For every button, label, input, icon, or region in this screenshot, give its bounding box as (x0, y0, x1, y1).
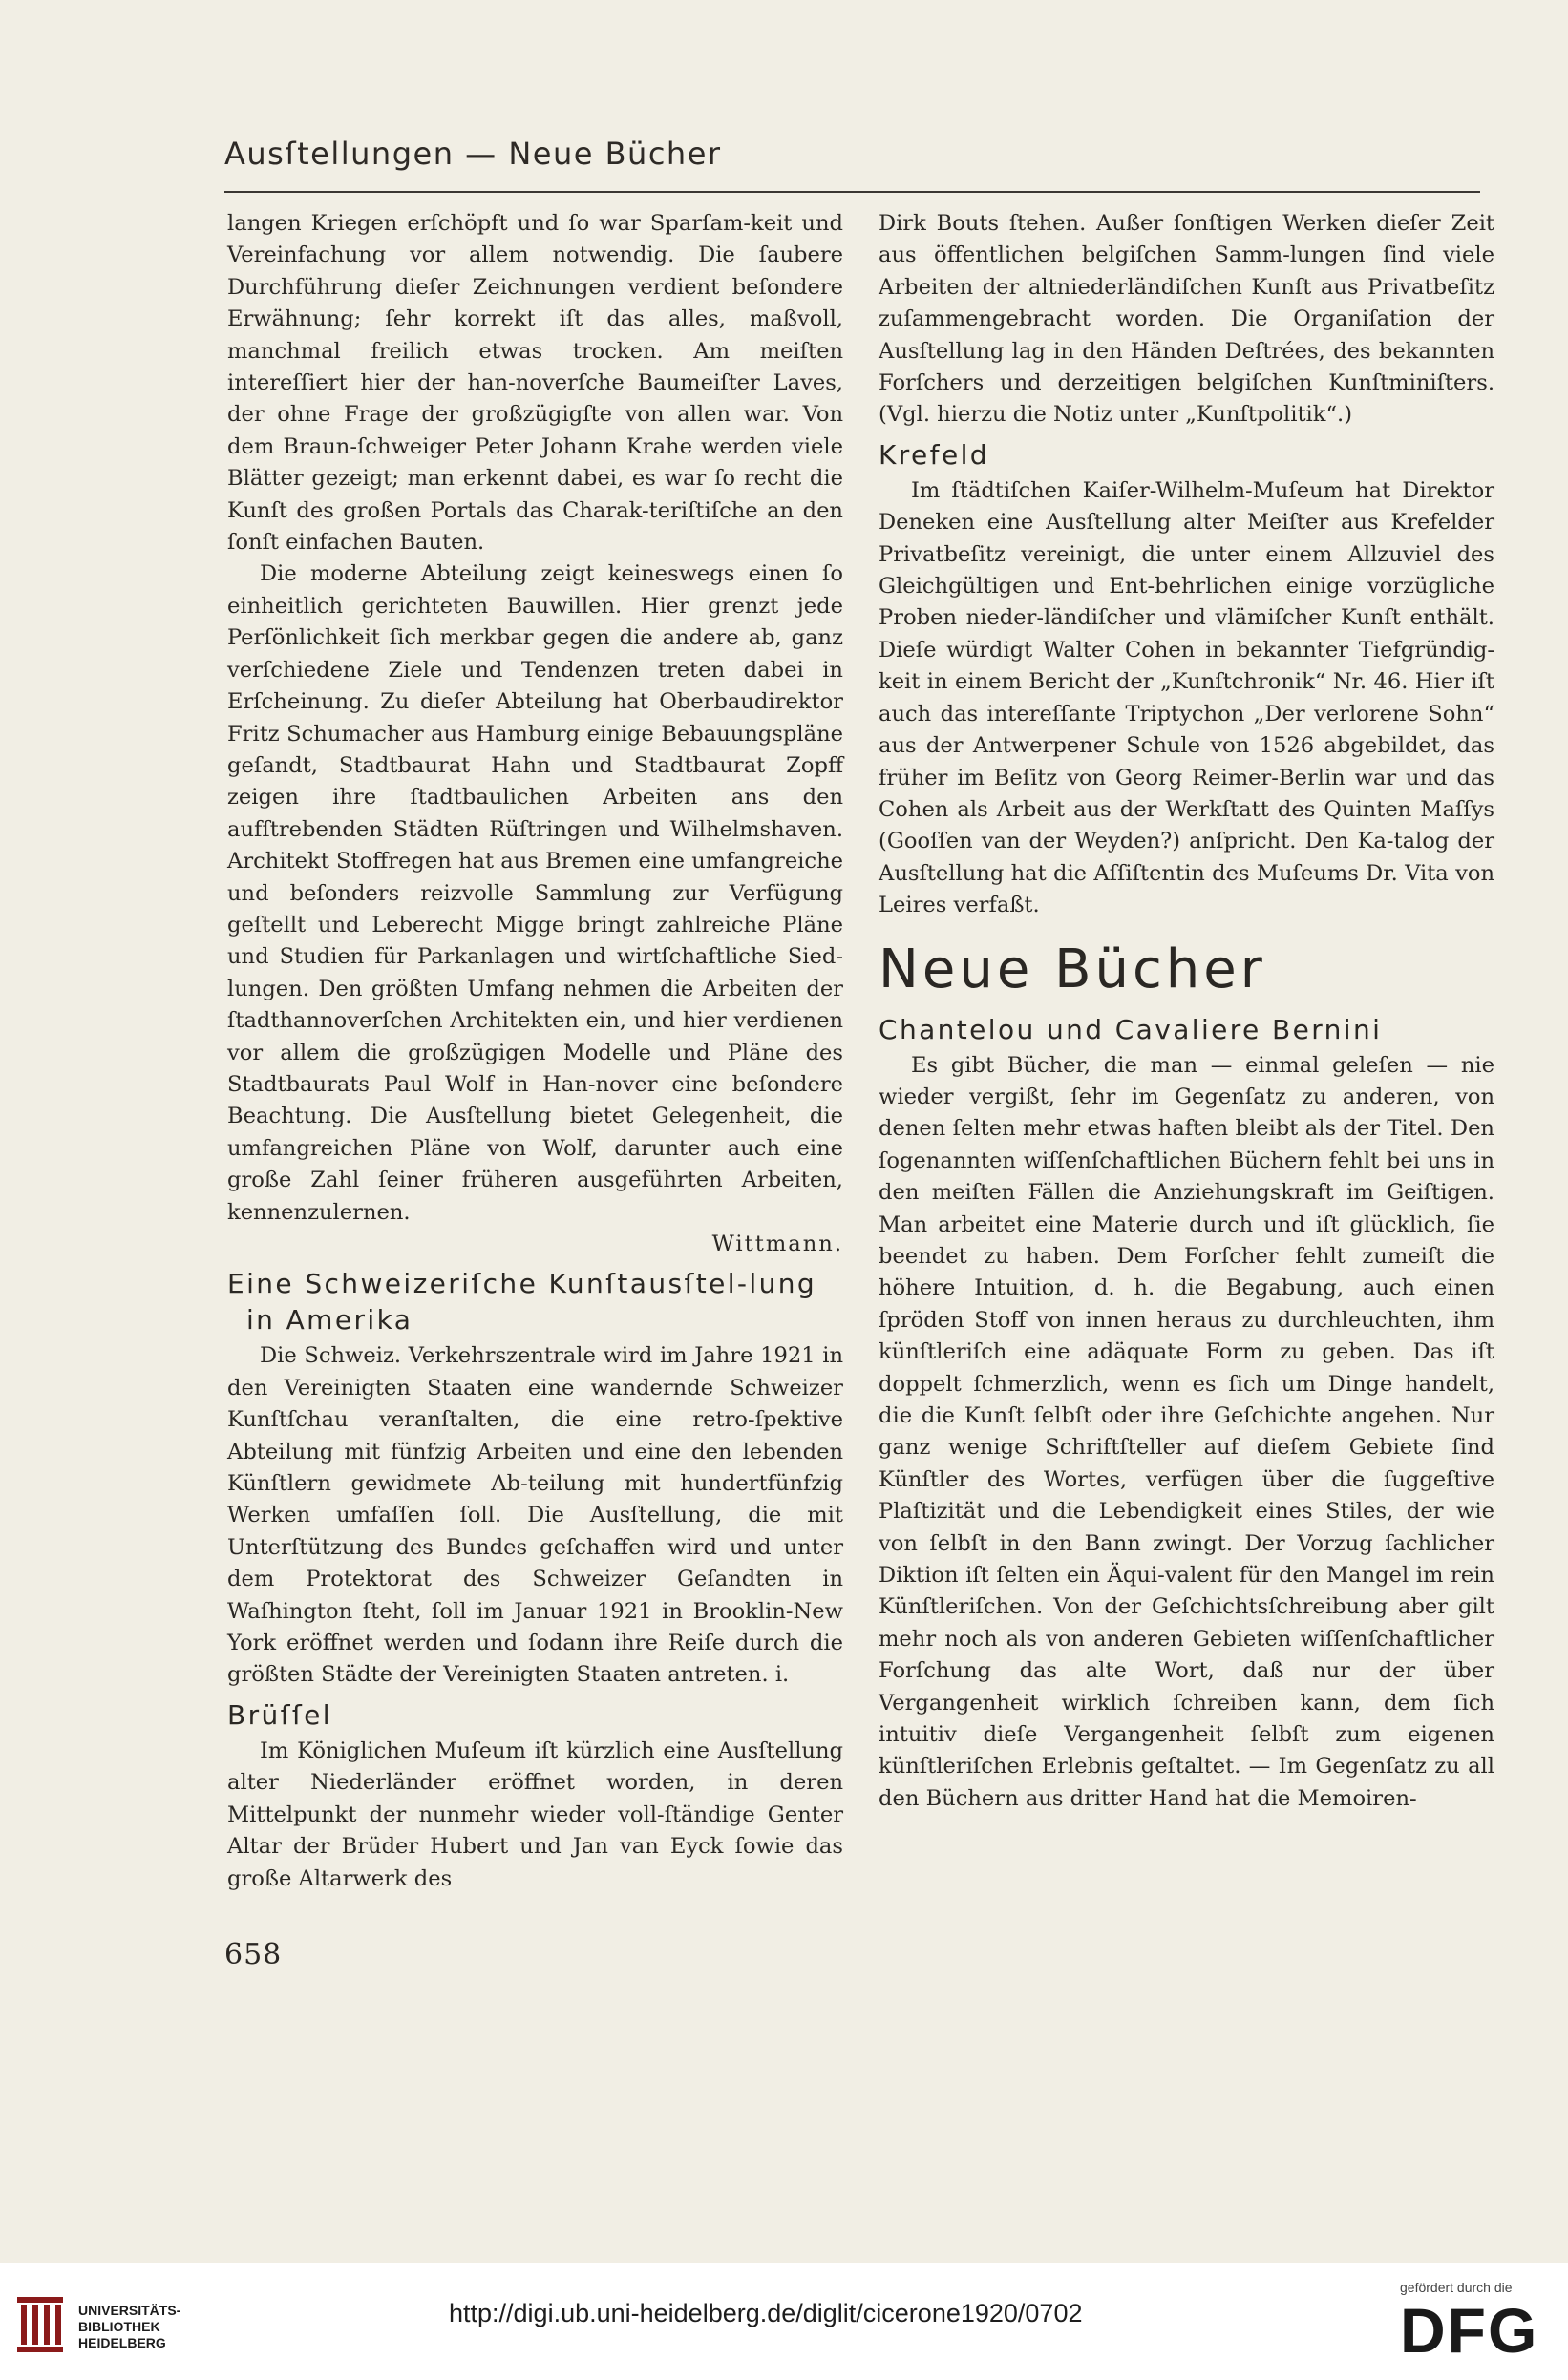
section-heading-schweiz: Eine Schweizeriſche Kunſtausſtel-lung in Amerika (227, 1268, 817, 1337)
header-rule (224, 191, 1480, 193)
dfg-logo: DFG (1400, 2295, 1539, 2366)
paragraph: langen Kriegen erſchöpft und ſo war Sparſam-keit und Vereinfachung vor allem notwendig. Die ſaubere Durchführung dieſer Zeichnungen verdient beſondere Erwähnung; ſehr korrekt iſt das alles, maßvoll, manchmal freilich etwas trocken. Am meiſten intereſſiert hier der han-noverſche Baumeiſter Laves, der ohne Frage der großzügigſte von allen war. Von dem Braun-ſchweiger Peter Johann Krahe werden viele Blätter gezeigt; man erkennt dabei, es war ſo recht die Kunſt des großen Portals das Charak-teriſtiſche an den ſonſt einfachen Bauten. (227, 211, 843, 556)
paragraph: Die moderne Abteilung zeigt keineswegs einen ſo einheitlich gerichteten Bauwillen. Hier grenzt jede Perſönlichkeit ſich merkbar gegen die andere ab, ganz verſchiedene Ziele und Tendenzen treten dabei in Erſcheinung. Zu dieſer Abteilung hat Oberbaudirektor Fritz Schumacher aus Hamburg einige Bebauungspläne geſandt, Stadtbaurat Hahn und Stadtbaurat Zopff zeigen ihre ſtadtbaulichen Arbeiten ans den aufſtrebenden Städten Rüſtringen und Wilhelmshaven. Architekt Stoffregen hat aus Bremen eine umfangreiche und beſonders reizvolle Sammlung zur Verfügung geſtellt und Leberecht Migge bringt zahlreiche Pläne und Studien für Parkanlagen und wirtſchaftliche Sied-lungen. Den größten Umfang nehmen die Arbeiten der ſtadthannoverſchen Architekten ein, und hier verdienen vor allem die großzügigen Modelle und Pläne des Stadtbaurats Paul Wolf in Han-nover eine beſondere Beachtung. Die Ausſtellung bietet Gelegenheit, die umfangreichen Pläne von Wolf, darunter auch eine große Zahl ſeiner früheren ausgeführten Arbeiten, kennenzulernen. (227, 561, 843, 1225)
page-number: 658 (224, 1938, 283, 1971)
paragraph: Im Königlichen Muſeum iſt kürzlich eine Ausſtellung alter Niederländer eröffnet worden, in deren Mittelpunkt der nunmehr wieder voll-ſtändige Genter Altar der Brüder Hubert und Jan van Eyck ſowie das große Altarwerk des (227, 1738, 843, 1891)
section-heading-krefeld: Krefeld (879, 438, 989, 471)
paragraph: Es gibt Bücher, die man — einmal geleſen — nie wieder vergißt, ſehr im Gegenſatz zu anderen, von denen ſelten mehr etwas haften bleibt als der Titel. Den ſogenannten wiſſenſchaftlichen Büchern fehlt bei uns in den meiſten Fällen die Anziehungskraft im Geiſtigen. Man arbeitet eine Materie durch und iſt glücklich, ſie beendet zu haben. Dem Forſcher fehlt zumeiſt die höhere Intuition, d. h. die Begabung, auch einen ſpröden Stoff von innen heraus zu durchleuchten, ihm künſtleriſch eine adäquate Form zu geben. Das iſt doppelt ſchmerzlich, wenn es ſich um Dinge handelt, die die Kunſt ſelbſt oder ihre Geſchichte angehen. Nur ganz wenige Schriftſteller auf dieſem Gebiete ſind Künſtler des Wortes, verfügen über die ſuggeſtive Plaſtizität und die Lebendigkeit eines Stiles, der wie von ſelbſt in den Bann zwingt. Der Vorzug ſachlicher Diktion iſt ſelten ein Äqui-valent für den Mangel im rein Künſtleriſchen. Von der Geſchichtsſchreibung aber gilt mehr noch als von anderen Gebieten wiſſenſchaftlicher Forſchung das alte Wort, daß nur der über Vergangenheit wirklich ſchreiben kann, dem ſich intuitiv dieſe Vergangenheit ſelbſt zum eigenen künſtleriſchen Erlebnis geſtaltet. — Im Gegenſatz zu all den Büchern aus dritter Hand hat die Memoiren- (879, 1052, 1494, 1811)
paragraph: Im ſtädtiſchen Kaiſer-Wilhelm-Muſeum hat Direktor Deneken eine Ausſtellung alter Meiſter aus Krefelder Privatbeſitz vereinigt, die unter einem Allzuviel des Gleichgültigen und Ent-behrlichen einige vorzügliche Proben nieder-ländiſcher und vlämiſcher Kunſt enthält. Dieſe würdigt Walter Cohen in bekannter Tiefgründig-keit in einem Bericht der „Kunſtchronik“ Nr. 46. Hier iſt auch das intereſſante Triptychon „Der verlorene Sohn“ aus der Antwerpener Schule von 1526 abgebildet, das früher im Beſitz von Georg Reimer-Berlin war und das Cohen als Arbeit aus der Werkſtatt des Quinten Maſſys (Gooſſen van der Weyden?) anſpricht. Den Ka-talog der Ausſtellung hat die Aſſiſtentin des Muſeums Dr. Vita von Leires verfaßt. (879, 477, 1494, 918)
section-heading-bruessel: Brüſſel (227, 1698, 332, 1731)
library-name-line: HEIDELBERG (78, 2335, 166, 2350)
paragraph: Dirk Bouts ſtehen. Außer ſonſtigen Werken dieſer Zeit aus öffentlichen belgiſchen Samm-lungen ſind viele Arbeiten der altniederländiſchen Kunſt aus Privatbeſitz zuſammengebracht worden. Die Organiſation der Ausſtellung lag in den Händen Deſtrées, des bekannten Forſchers und derzeitigen belgiſchen Kunſtminiſters. (Vgl. hierzu die Notiz unter „Kunſtpolitik“.) (879, 211, 1494, 428)
digitization-footer (0, 2263, 1568, 2380)
author-signature: Wittmann. (711, 1232, 843, 1256)
library-name-line: UNIVERSITÄTS- (78, 2303, 181, 2318)
library-name (78, 2303, 180, 2351)
funded-by-label: gefördert durch die (1400, 2280, 1513, 2295)
right-column (879, 208, 1494, 1815)
library-column-logo-icon (11, 2291, 69, 2358)
article-heading-chantelou: Chantelou und Cavaliere Bernini (879, 1013, 1383, 1045)
paragraph: Die Schweiz. Verkehrszentrale wird im Jahre 1921 in den Vereinigten Staaten eine wandernde Schweizer Kunſtſchau veranſtalten, die eine retro-ſpektive Abteilung mit fünfzig Arbeiten und eine den lebenden Künſtlern gewidmete Ab-teilung mit hundertfünfzig Werken umfaſſen ſoll. Die Ausſtellung, die mit Unterſtützung des Bundes geſchaffen wird und unter dem Protektorat des Schweizer Geſandten in Waſhington ſteht, ſoll im Januar 1921 in Brooklin-New York eröffnet werden und ſodann ihre Reiſe durch die größten Städte der Vereinigten Staaten antreten. i. (227, 1343, 843, 1688)
permalink-url[interactable]: http://digi.ub.uni-heidelberg.de/diglit/cicerone1920/0702 (449, 2299, 1083, 2327)
running-head: Ausſtellungen — Neue Bücher (224, 136, 722, 172)
left-column (227, 208, 843, 1895)
library-name-line: BIBLIOTHEK (78, 2319, 160, 2334)
section-title-neue-buecher: Neue Bücher (879, 937, 1266, 1000)
